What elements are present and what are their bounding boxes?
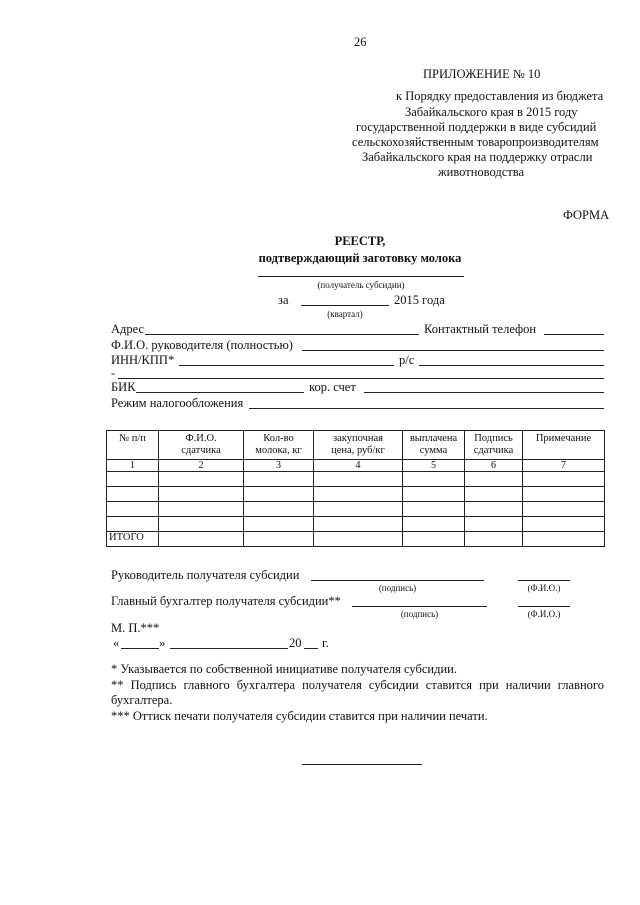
appendix-line: Забайкальского края на поддержку отрасли [362,150,593,164]
registry-table [106,430,605,547]
accountant-sign-caption: (подпись) [400,609,439,619]
header-cell: выплачена сумма [403,431,465,460]
header-cell: Ф.И.О. сдатчика [159,431,244,460]
head-name-line [302,350,604,351]
total-row [107,532,605,547]
column-number: 5 [403,460,465,472]
appendix-line: к Порядку предоставления из бюджета [396,89,604,103]
column-number: 2 [159,460,244,472]
table-row [107,472,605,487]
accountant-name-line [518,606,570,607]
period-line [301,305,389,306]
recipient-caption: (получатель субсидии) [317,280,405,290]
column-number: 1 [107,460,159,472]
date-month-line [170,648,288,649]
head-sign-caption: (подпись) [378,583,417,593]
phone-label: Контактный телефон [424,322,537,336]
accountant-signature-label: Главный бухгалтер получателя субсидии** [111,594,341,608]
period-caption: (квартал) [327,309,363,319]
header-cell: закупочная цена, руб/кг [314,431,403,460]
phone-line [544,334,604,335]
column-number: 4 [314,460,403,472]
account-line [419,365,604,366]
date-day-line [121,648,159,649]
recipient-line [258,276,464,277]
address-label: Адрес [111,322,145,336]
column-number: 3 [244,460,314,472]
head-name-sign-line [518,580,570,581]
date-close-quote: » [159,636,166,650]
column-number: 7 [523,460,605,472]
accountant-name-caption: (Ф.И.О.) [527,609,561,619]
date-year-line [304,648,318,649]
head-name-caption: (Ф.И.О.) [527,583,561,593]
footnote-3: *** Оттиск печати получателя субсидии ставится при наличии печати. [111,709,488,723]
bik-line [136,392,304,393]
date-year-suffix: г. [322,636,329,650]
footnote-2-continued: бухгалтера. [111,693,173,707]
footnote-1: * Указывается по собственной инициативе получателя субсидии. [111,662,457,676]
corr-account-line [364,392,604,393]
bik-label: БИК [111,380,136,394]
head-signature-line [311,580,484,581]
inn-line [179,365,394,366]
table-row [107,487,605,502]
document-subtitle: подтверждающий заготовку молока [258,251,462,265]
closing-rule [302,764,422,765]
header-cell: Подпись сдатчика [465,431,523,460]
footnote-2: ** Подпись главного бухгалтера получателя субсидии ставится при наличии главного [111,678,604,692]
date-open-quote: « [113,636,120,650]
head-name-label: Ф.И.О. руководителя (полностью) [111,338,293,352]
accountant-signature-line [352,606,487,607]
address-line [145,334,419,335]
header-cell: Примечание [523,431,605,460]
period-prefix: за [278,293,289,307]
corr-account-label: кор. счет [309,380,356,394]
header-cell: № п/п [107,431,159,460]
table-row [107,517,605,532]
column-number: 6 [465,460,523,472]
head-signature-label: Руководитель получателя субсидии [111,568,300,582]
appendix-line: государственной поддержки в виде субсидий [356,120,597,134]
page-number: 26 [354,35,367,49]
date-year-prefix: 20 [289,636,302,650]
appendix-title: ПРИЛОЖЕНИЕ № 10 [423,67,541,81]
document-title: РЕЕСТР, [334,234,386,248]
tax-regime-line [249,408,604,409]
period-suffix: 2015 года [394,293,445,307]
stamp-label: М. П.*** [111,621,160,635]
header-cell: Кол-во молока, кг [244,431,314,460]
appendix-line: животноводства [438,165,524,179]
column-number-row [107,460,605,472]
appendix-line: Забайкальского края в 2015 году [405,105,578,119]
total-label: ИТОГО [107,532,159,547]
table-row [107,502,605,517]
dash-label: - [111,366,116,380]
extra-line [118,378,604,379]
tax-regime-label: Режим налогообложения [111,396,244,410]
table-header-row [107,431,605,460]
inn-label: ИНН/КПП* [111,353,175,367]
form-label: ФОРМА [563,208,610,222]
appendix-line: сельскохозяйственным товаропроизводителям [352,135,599,149]
account-label: р/с [399,353,415,367]
